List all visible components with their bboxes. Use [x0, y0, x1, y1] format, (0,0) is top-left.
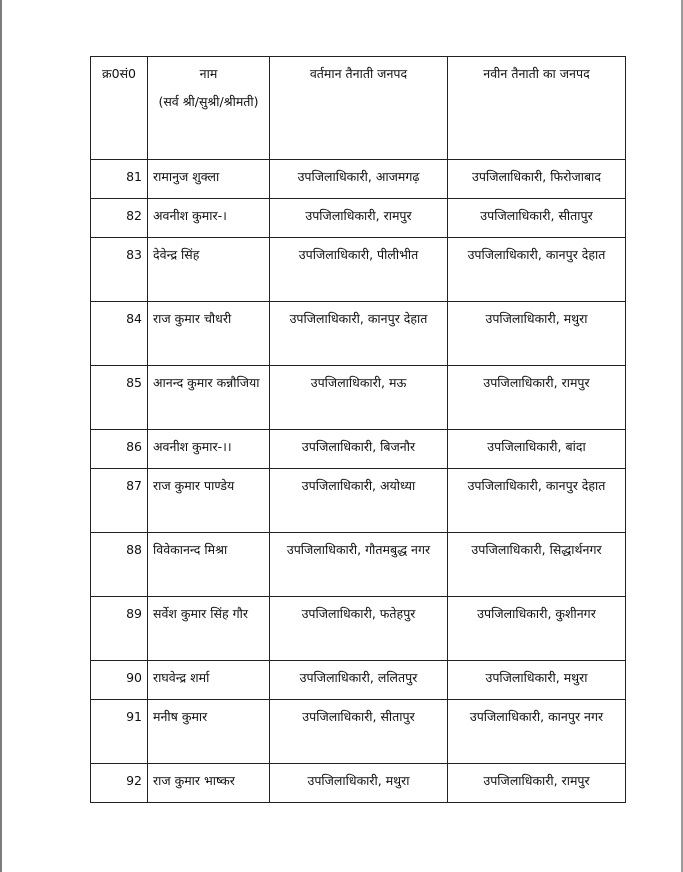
row-serial: 81: [91, 160, 148, 199]
table-row: [91, 469, 626, 533]
header-serial: क्र0सं0: [91, 57, 148, 160]
table-row: [91, 430, 626, 469]
row-serial: 86: [91, 430, 148, 469]
row-serial: 89: [91, 597, 148, 661]
row-current-posting: उपजिलाधिकारी, अयोध्या: [270, 469, 448, 533]
header-name-sub: (सर्व श्री/सुश्री/श्रीमती): [158, 94, 259, 109]
row-new-posting: उपजिलाधिकारी, बांदा: [448, 430, 626, 469]
row-new-posting: उपजिलाधिकारी, मथुरा: [448, 661, 626, 700]
table-row: [91, 160, 626, 199]
row-name: राज कुमार चौधरी: [148, 302, 270, 366]
row-current-posting: उपजिलाधिकारी, गौतमबुद्ध नगर: [270, 533, 448, 597]
row-name: अवनीश कुमार-।: [148, 199, 270, 238]
row-current-posting: उपजिलाधिकारी, बिजनौर: [270, 430, 448, 469]
row-serial: 83: [91, 238, 148, 302]
page-left-edge: [0, 0, 2, 872]
table-row: [91, 199, 626, 238]
row-current-posting: उपजिलाधिकारी, रामपुर: [270, 199, 448, 238]
row-name: राज कुमार पाण्डेय: [148, 469, 270, 533]
row-serial: 92: [91, 764, 148, 803]
row-new-posting: उपजिलाधिकारी, मथुरा: [448, 302, 626, 366]
row-serial: 84: [91, 302, 148, 366]
table-row: [91, 661, 626, 700]
row-new-posting: उपजिलाधिकारी, कानपुर देहात: [448, 469, 626, 533]
row-name: विवेकानन्द मिश्रा: [148, 533, 270, 597]
row-new-posting: उपजिलाधिकारी, कानपुर नगर: [448, 700, 626, 764]
row-serial: 90: [91, 661, 148, 700]
row-serial: 88: [91, 533, 148, 597]
row-new-posting: उपजिलाधिकारी, कानपुर देहात: [448, 238, 626, 302]
header-current-posting: वर्तमान तैनाती जनपद: [270, 57, 448, 160]
row-new-posting: उपजिलाधिकारी, सिद्धार्थनगर: [448, 533, 626, 597]
row-new-posting: उपजिलाधिकारी, सीतापुर: [448, 199, 626, 238]
row-new-posting: उपजिलाधिकारी, फिरोजाबाद: [448, 160, 626, 199]
table-row: [91, 533, 626, 597]
row-current-posting: उपजिलाधिकारी, ललितपुर: [270, 661, 448, 700]
row-serial: 91: [91, 700, 148, 764]
row-name: राघवेन्द्र शर्मा: [148, 661, 270, 700]
row-new-posting: उपजिलाधिकारी, रामपुर: [448, 764, 626, 803]
table-row: [91, 238, 626, 302]
row-name: सर्वेश कुमार सिंह गौर: [148, 597, 270, 661]
row-name: देवेन्द्र सिंह: [148, 238, 270, 302]
row-current-posting: उपजिलाधिकारी, कानपुर देहात: [270, 302, 448, 366]
table-row: [91, 302, 626, 366]
table-row: [91, 764, 626, 803]
row-current-posting: उपजिलाधिकारी, फतेहपुर: [270, 597, 448, 661]
table-row: [91, 366, 626, 430]
header-name-label: नाम: [199, 66, 218, 81]
row-name: आनन्द कुमार कन्नौजिया: [148, 366, 270, 430]
row-name: अवनीश कुमार-।।: [148, 430, 270, 469]
row-current-posting: उपजिलाधिकारी, सीतापुर: [270, 700, 448, 764]
transfer-table: [90, 56, 626, 803]
row-name: मनीष कुमार: [148, 700, 270, 764]
table-row: [91, 597, 626, 661]
table-row: [91, 700, 626, 764]
table-header-row: [91, 57, 626, 160]
row-new-posting: उपजिलाधिकारी, कुशीनगर: [448, 597, 626, 661]
row-new-posting: उपजिलाधिकारी, रामपुर: [448, 366, 626, 430]
row-serial: 87: [91, 469, 148, 533]
header-name: [148, 57, 270, 160]
row-current-posting: उपजिलाधिकारी, मऊ: [270, 366, 448, 430]
row-serial: 85: [91, 366, 148, 430]
row-current-posting: उपजिलाधिकारी, पीलीभीत: [270, 238, 448, 302]
header-new-posting: नवीन तैनाती का जनपद: [448, 57, 626, 160]
row-current-posting: उपजिलाधिकारी, आजमगढ़: [270, 160, 448, 199]
row-name: राज कुमार भाष्कर: [148, 764, 270, 803]
row-name: रामानुज शुक्ला: [148, 160, 270, 199]
row-serial: 82: [91, 199, 148, 238]
row-current-posting: उपजिलाधिकारी, मथुरा: [270, 764, 448, 803]
